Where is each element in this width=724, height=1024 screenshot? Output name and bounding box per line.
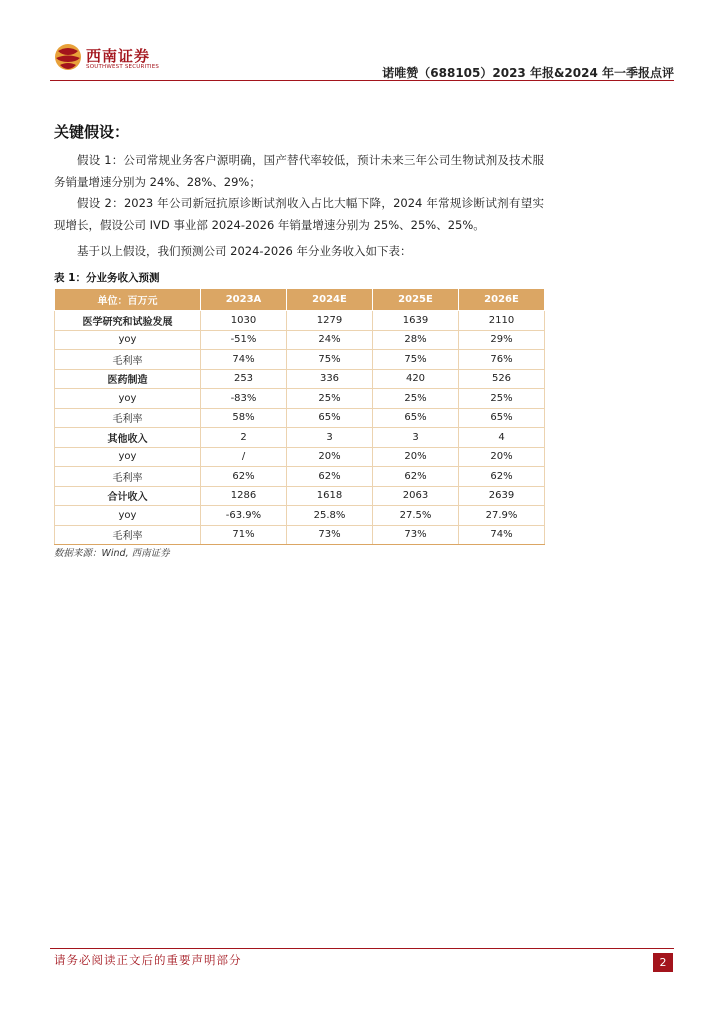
value-cell: 73% <box>287 525 373 545</box>
table-body <box>55 311 545 545</box>
table-row <box>55 486 545 506</box>
forecast-intro-paragraph: 基于以上假设，我们预测公司 2024-2026 年分业务收入如下表： <box>77 244 412 258</box>
value-cell: -83% <box>201 389 287 409</box>
header-divider <box>50 80 674 81</box>
value-cell: 20% <box>287 447 373 467</box>
table-header-cell: 2026E <box>459 289 545 311</box>
revenue-forecast-table <box>54 288 545 545</box>
table-row <box>55 350 545 370</box>
value-cell: 58% <box>201 408 287 428</box>
value-cell: 20% <box>459 447 545 467</box>
value-cell: 2110 <box>459 311 545 331</box>
value-cell: -63.9% <box>201 506 287 526</box>
data-source: 数据来源：Wind, 西南证券 <box>54 548 170 559</box>
value-cell: 65% <box>287 408 373 428</box>
table-row <box>55 428 545 448</box>
table-header-cell: 2025E <box>373 289 459 311</box>
value-cell: 2063 <box>373 486 459 506</box>
page-number: 2 <box>653 953 673 972</box>
row-label-cell: 毛利率 <box>55 467 201 487</box>
value-cell: 4 <box>459 428 545 448</box>
row-label-cell: 毛利率 <box>55 350 201 370</box>
value-cell: 65% <box>459 408 545 428</box>
value-cell: 253 <box>201 369 287 389</box>
row-label-cell: yoy <box>55 389 201 409</box>
row-label-cell: 其他收入 <box>55 428 201 448</box>
value-cell: 25.8% <box>287 506 373 526</box>
value-cell: 75% <box>373 350 459 370</box>
table-header-cell: 2023A <box>201 289 287 311</box>
table-row <box>55 311 545 331</box>
value-cell: 75% <box>287 350 373 370</box>
table-header-row <box>55 289 545 311</box>
assumption-paragraph-1: 假设 1：公司常规业务客户源明确，国产替代率较低，预计未来三年公司生物试剂及技术服务销量增速分别为 24%、28%、29%； <box>54 153 544 189</box>
table-row <box>55 369 545 389</box>
value-cell: 1279 <box>287 311 373 331</box>
value-cell: / <box>201 447 287 467</box>
row-label-cell: yoy <box>55 330 201 350</box>
value-cell: -51% <box>201 330 287 350</box>
value-cell: 74% <box>201 350 287 370</box>
table-caption: 表 1：分业务收入预测 <box>54 272 160 284</box>
row-label-cell: 合计收入 <box>55 486 201 506</box>
footer-divider <box>50 948 674 949</box>
row-label-cell: 医学研究和试验发展 <box>55 311 201 331</box>
table-row <box>55 467 545 487</box>
logo-text-en: SOUTHWEST SECURITIES <box>86 64 160 70</box>
footer-disclaimer: 请务必阅读正文后的重要声明部分 <box>54 953 242 967</box>
table-row <box>55 447 545 467</box>
value-cell: 2 <box>201 428 287 448</box>
row-label-cell: yoy <box>55 447 201 467</box>
value-cell: 20% <box>373 447 459 467</box>
value-cell: 62% <box>459 467 545 487</box>
value-cell: 29% <box>459 330 545 350</box>
table-row <box>55 389 545 409</box>
value-cell: 62% <box>373 467 459 487</box>
table-row <box>55 525 545 545</box>
assumption-paragraph-2: 假设 2：2023 年公司新冠抗原诊断试剂收入占比大幅下降，2024 年常规诊断试剂有望实现增长，假设公司 IVD 事业部 2024-2026 年销量增速分别为 25%、25%、25%。 <box>54 196 544 232</box>
value-cell: 420 <box>373 369 459 389</box>
row-label-cell: 毛利率 <box>55 408 201 428</box>
value-cell: 25% <box>459 389 545 409</box>
value-cell: 27.5% <box>373 506 459 526</box>
value-cell: 27.9% <box>459 506 545 526</box>
value-cell: 2639 <box>459 486 545 506</box>
row-label-cell: yoy <box>55 506 201 526</box>
value-cell: 28% <box>373 330 459 350</box>
value-cell: 74% <box>459 525 545 545</box>
value-cell: 1639 <box>373 311 459 331</box>
value-cell: 65% <box>373 408 459 428</box>
value-cell: 1286 <box>201 486 287 506</box>
row-label-cell: 毛利率 <box>55 525 201 545</box>
table-row <box>55 408 545 428</box>
value-cell: 71% <box>201 525 287 545</box>
value-cell: 25% <box>287 389 373 409</box>
value-cell: 1618 <box>287 486 373 506</box>
section-title: 关键假设： <box>54 123 130 141</box>
value-cell: 73% <box>373 525 459 545</box>
value-cell: 3 <box>287 428 373 448</box>
table-header-cell: 单位：百万元 <box>55 289 201 311</box>
company-logo <box>54 43 160 75</box>
logo-text-cn: 西南证券 <box>86 47 151 65</box>
value-cell: 76% <box>459 350 545 370</box>
value-cell: 62% <box>201 467 287 487</box>
row-label-cell: 医药制造 <box>55 369 201 389</box>
value-cell: 526 <box>459 369 545 389</box>
southwest-securities-logo-icon <box>54 43 82 71</box>
value-cell: 3 <box>373 428 459 448</box>
report-title: 诺唯赞（688105）2023 年报&2024 年一季报点评 <box>382 66 674 80</box>
value-cell: 25% <box>373 389 459 409</box>
table-row <box>55 506 545 526</box>
value-cell: 1030 <box>201 311 287 331</box>
table-header-cell: 2024E <box>287 289 373 311</box>
value-cell: 24% <box>287 330 373 350</box>
value-cell: 336 <box>287 369 373 389</box>
table-row <box>55 330 545 350</box>
value-cell: 62% <box>287 467 373 487</box>
